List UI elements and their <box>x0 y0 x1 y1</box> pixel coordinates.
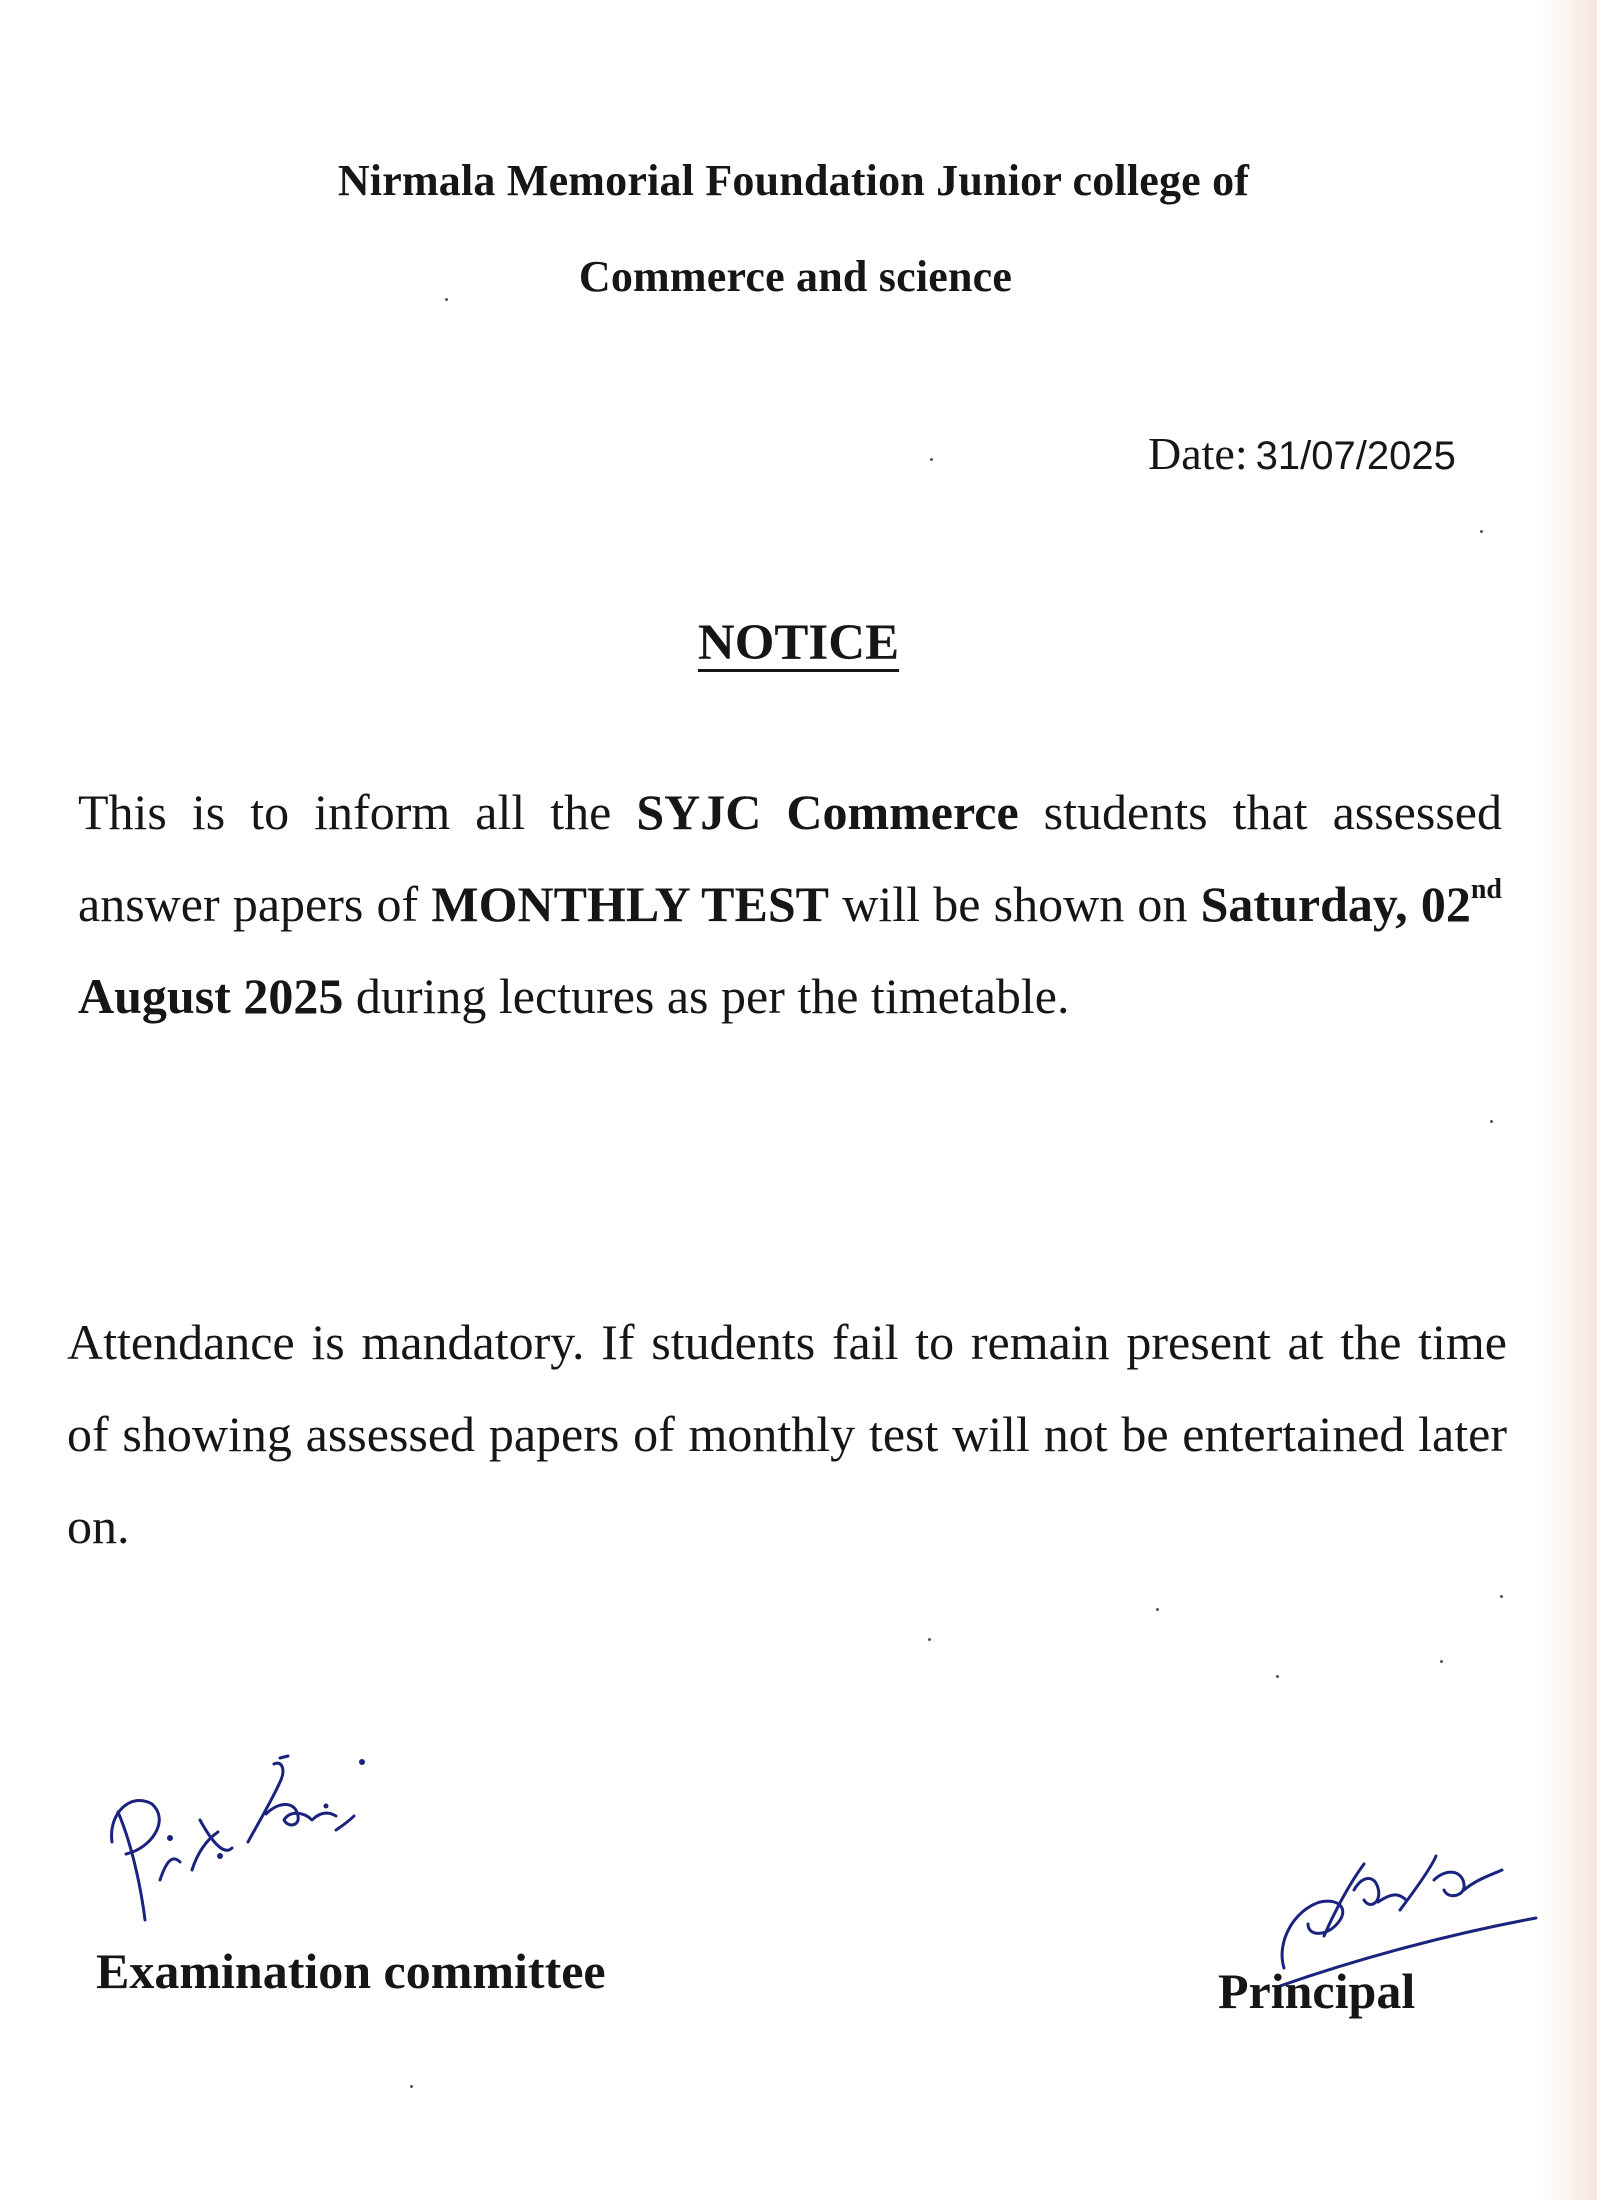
paper-speck <box>410 2085 413 2088</box>
display-date-rest: August 2025 <box>78 968 344 1024</box>
date-value: 31/07/2025 <box>1255 434 1456 478</box>
date-label: Date: <box>1148 428 1248 479</box>
paper-speck <box>1490 1120 1493 1123</box>
paper-speck <box>1440 1660 1443 1663</box>
paper-speck <box>930 458 933 461</box>
examination-committee-label: Examination committee <box>96 1943 606 1999</box>
notice-paragraph-2: Attendance is mandatory. If students fail to remain present at the time of showing assessed papers of monthly test will not be entertained later on. <box>67 1314 1507 1554</box>
paper-speck <box>1276 1675 1279 1678</box>
paper-speck <box>1480 530 1483 533</box>
para-1-text-3: will be shown on <box>829 876 1201 932</box>
college-name-line-2: Commerce and science <box>578 252 1013 301</box>
test-name: MONTHLY TEST <box>431 876 830 932</box>
paper-speck <box>928 1638 931 1641</box>
notice-date <box>1148 427 1456 480</box>
display-date-ordinal: nd <box>1470 874 1503 905</box>
examination-committee-signature <box>100 1730 380 1960</box>
notice-title: NOTICE <box>697 615 900 671</box>
class-name: SYJC Commerce <box>636 784 1019 840</box>
para-1-text-1: This is to inform all the <box>78 784 637 840</box>
para-1-text-2: students that assessed answer papers of <box>78 784 1502 932</box>
principal-label: Principal <box>1218 1963 1416 2019</box>
display-date-day: Saturday, 02 <box>1200 876 1471 932</box>
para-1-text-4: during lectures as per the timetable. <box>343 968 1070 1024</box>
college-name-line-1: Nirmala Memorial Foundation Junior college of <box>337 156 1250 205</box>
paper-speck <box>445 298 448 301</box>
paper-speck <box>1500 1595 1503 1598</box>
notice-paragraph-1 <box>78 766 1502 1042</box>
paper-speck <box>1156 1608 1159 1611</box>
